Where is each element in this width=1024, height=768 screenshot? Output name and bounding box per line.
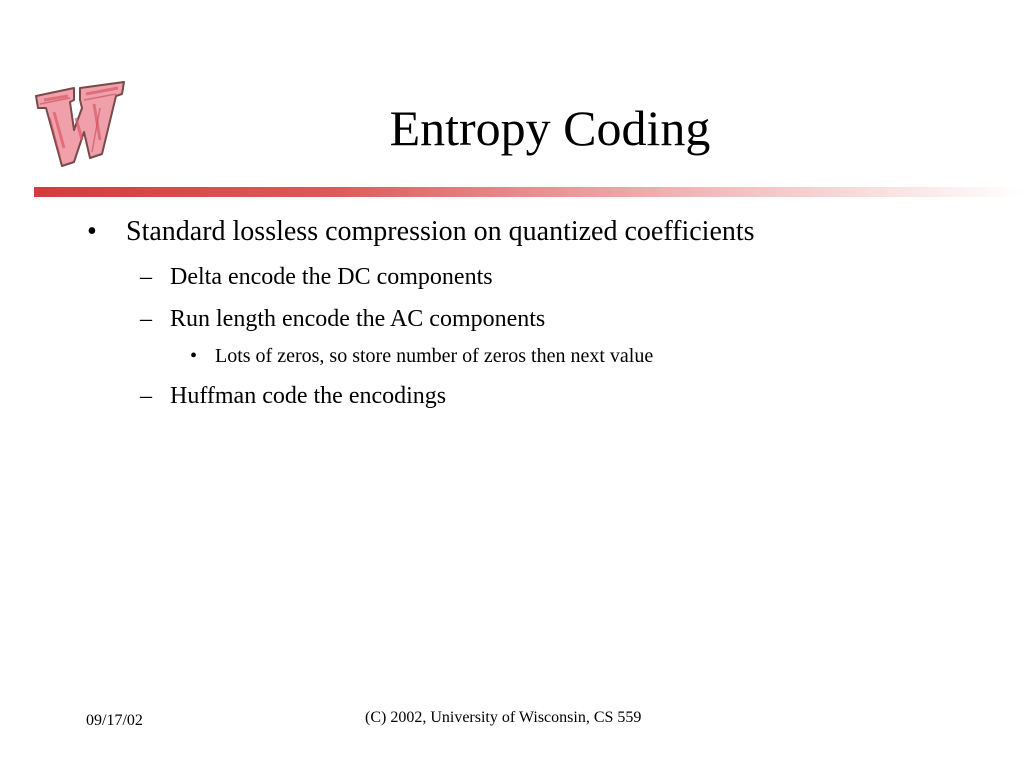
bullet-text: Run length encode the AC components [170,306,546,332]
title-divider [34,187,1024,197]
dash-marker: – [140,383,152,409]
dash-marker: – [140,306,152,332]
slide-title: Entropy Coding [389,100,711,156]
bullet-level2 [140,304,640,334]
wisconsin-w-logo [30,78,130,178]
bullet-text: Huffman code the encodings [170,383,447,409]
dash-marker: – [140,264,152,290]
bullet-level2 [140,262,640,292]
bullet-level1 [87,215,907,249]
bullet-text: Standard lossless compression on quantized coefficients [126,216,755,247]
bullet-marker: • [87,216,97,247]
footer-copyright: (C) 2002, University of Wisconsin, CS 559 [365,709,642,726]
bullet-text: Delta encode the DC components [170,264,493,290]
footer-date: 09/17/02 [86,712,143,729]
bullet-level2 [140,381,640,411]
bullet-text: Lots of zeros, so store number of zeros then next value [215,345,654,367]
bullet-level3 [190,343,810,369]
bullet-marker: • [190,345,198,367]
